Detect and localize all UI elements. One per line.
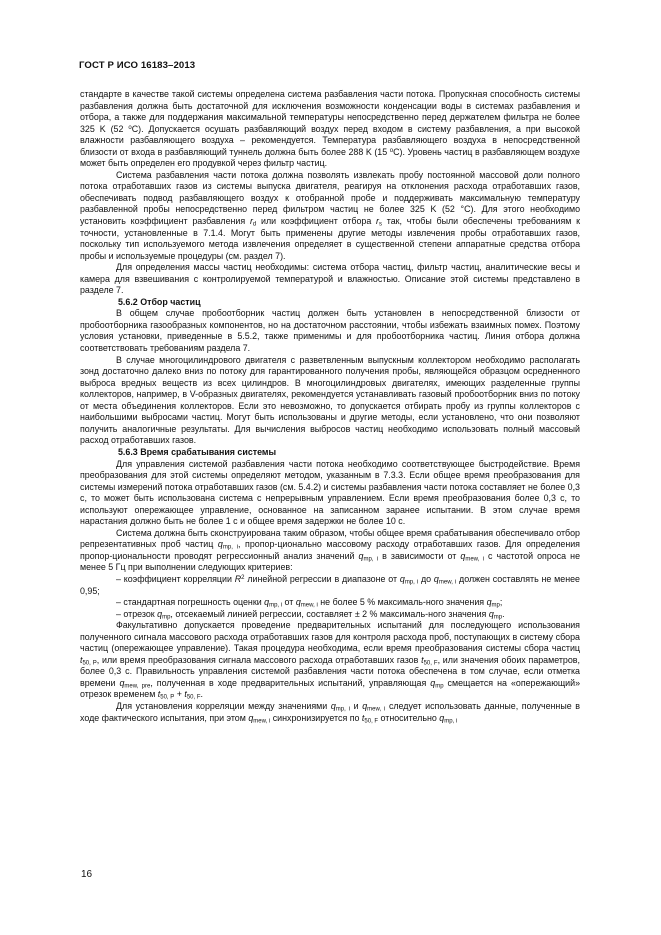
list-item: – стандартная погрешность оценки $q_{mp, i}$ от $q_{mew, i}$ не более 5 % максималь-ного значения $q_{mp}$;	[116, 597, 503, 609]
page-header: ГОСТ Р ИСО 16183–2013	[79, 60, 196, 71]
page-number: 16	[81, 869, 93, 880]
paragraph: В случае многоцилиндрового двигателя с разветвленным выпускным коллектором необходимо располагать зонд достаточно далеко вниз по потоку для гарантированного получения пробы, являющейся образцом осредненного выброса вредных веществ из всех цилиндров. В многоцилиндровых двигателях, имеющих разделенные группы коллекторов, например, в V-образных двигателях, рекомендуется устанавливать газовый пробоотборник вниз по потоку от места объединения коллекторов. Если это невозможно, то допускается отбирать пробу из группы коллекторов с наибольшими выбросами частиц. Могут быть использованы и другие методы, если установлено, что они позволяют получить аналогичные результаты. Для вычисления выбросов частиц необходимо использовать полный массовый расход отработавших газов.	[80, 354, 580, 446]
paragraph: В общем случае пробоотборник частиц должен быть установлен в непосредственной близости от пробоотборника газообразных компонентов, но на достаточном расстоянии, чтобы избежать взаимных помех. Поэтому условия установки, приведенные в 5.5.2, также применимы и для пробоотборника частиц. Линия отбора должна соответствовать требованиям раздела 7.	[80, 308, 580, 354]
section-heading: 5.6.2 Отбор частиц	[118, 296, 201, 307]
paragraph: Для управления системой разбавления части потока необходимо соответствующее быстродействие. Время преобразования для этой системы определяют методом, указанным в 7.3.3. Если общее время преобразования для системы измерений потока отработавших газов (см. 5.4.2) и системы разбавления части потока составляет не более 0,3 с, то может быть использована система с непрерывным управлением. Если время преобразования более 0,3 с, то используют опережающее управление, основанное на записанном заранее испытании. В этом случае время нарастания должно быть не более 1 с и общее время задержки не более 10 с.	[80, 458, 580, 527]
section-heading: 5.6.3 Время срабатывания системы	[118, 446, 277, 457]
list-item: – отрезок $q_{mp}$, отсекаемый линией регрессии, составляет ± 2 % максималь-ного значения $q_{mp}$.	[116, 608, 505, 621]
paragraph: стандарте в качестве такой системы определена система разбавления части потока. Пропускная способность системы разбавления должна быть достаточной для исключения возможности конденсации воды в системах разбавления и отбора, а также для поддержания максимальной температуры непосредственно перед держателем фильтра не более 325 K (52 $^o$C). Допускается осушать разбавляющий воздух перед входом в систему разбавления, а при высокой влажности разбавляющего воздуха – рекомендуется. Температура разбавляющего воздуха в непосредственной близости от входа в разбавляющий туннель должна быть более 288 K (15 $^o$C). Уровень частиц в разбавляющем воздухе может быть определен его продувкой через фильтр частиц.	[80, 89, 581, 169]
paragraph: Для установления корреляции между значениями $q_{mp, i}$ и $q_{mew, i}$ следует использовать данные, полученные в ходе фактического испытания, при этом $q_{mew, i}$ синхронизируется по $t_{50, F}$ относительно $q_{mp, i}$	[80, 700, 580, 725]
document-body	[80, 89, 580, 724]
paragraph: Система разбавления части потока должна позволять извлекать пробу постоянной массовой доли полного потока отработавших газов из системы выпуска двигателя, реагируя на отклонения расхода отработавших газов, обеспечивать подвод разбавляющего воздух к отобранной пробе и поддерживать максимальную температуру разбавленной пробы непосредственно перед фильтром частиц не более 325 K (52 °C). Для этого необходимо установить коэффициент разбавления $r_d$ или коэффициент отбора $r_s$ так, чтобы были обеспечены требованиям к точности, установленные в 7.1.4. Могут быть применены другие методы извлечения пробы отработавших газов, поскольку тип используемого метода извлечения определяет в существенной степени аппаратные средства отбора пробы и используемые процедуры (см. раздел 7).	[80, 169, 580, 261]
paragraph: Факультативно допускается проведение предварительных испытаний для последующего использования полученного сигнала массового расхода отработавших газов для контроля расхода проб, поступающих в систему сбора частиц (опережающее управление). Такая процедура необходима, если время преобразования системы сбора частиц $t_{50, P}$, или время преобразования сигнала массового расхода отработавших газов $t_{50, F}$, или значения обоих параметров, более 0,3 с. Правильность управления системой разбавления части потока обеспечена в том случае, если отметка времени $q_{mew, pre}$, полученная в ходе предварительных испытаний, управляющая $q_{mp}$ смещается на «опережающий» отрезок временем $t_{50, P} + t_{50, F}$.	[80, 620, 581, 701]
paragraph: Для определения массы частиц необходимы: система отбора частиц, фильтр частиц, аналитические весы и камера для взвешивания с контролируемой температурой и влажностью. Описание этой системы представлено в разделе 7.	[80, 262, 580, 296]
list-item: – коэффициент корреляции $R^2$ линейной регрессии в диапазоне от $q_{mp, i}$ до $q_{mew, i}$ должен составлять не менее 0,95;	[80, 573, 580, 596]
paragraph: Система должна быть сконструирована таким образом, чтобы общее время срабатывания обеспечивало отбор репрезентативных проб частиц $q_{mp, i}$, пропор-ционально массовому расходу отработавших газов. Для определения пропор-циональности проводят регрессионный анализ значений $q_{mp, i}$ в зависимости от $q_{mew, i}$ с частотой опроса не менее 5 Гц при выполнении следующих критериев:	[80, 527, 581, 573]
